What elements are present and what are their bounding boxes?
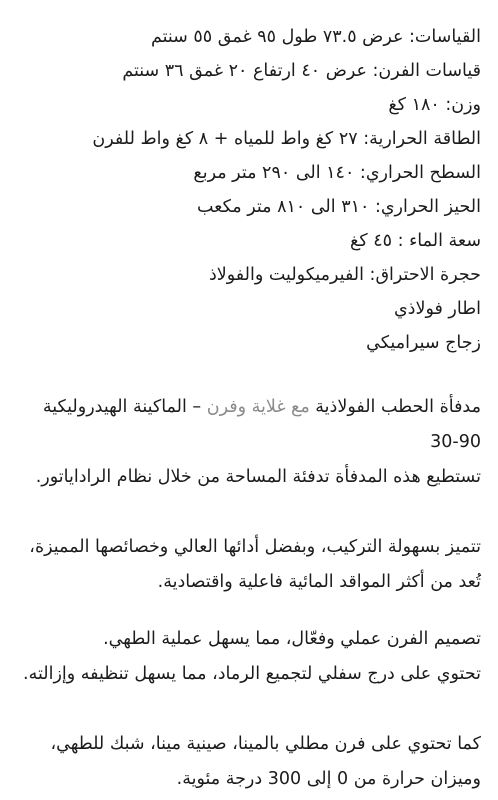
- spec-heating-surface: السطح الحراري: ١٤٠ الى ٢٩٠ متر مربع: [193, 163, 481, 183]
- product-title: [10, 390, 481, 460]
- spec-dimensions: القياسات: عرض ٧٣.٥ طول ٩٥ غمق ٥٥ سنتم: [150, 27, 481, 47]
- title-prefix: مدفأة الحطب الفولاذية: [309, 397, 481, 417]
- spec-heating-volume: الحيز الحراري: ٣١٠ الى ٨١٠ متر مكعب: [196, 197, 481, 217]
- spec-weight: وزن: ١٨٠ كغ: [388, 95, 481, 115]
- spec-glass: زجاج سيراميكي: [366, 333, 481, 353]
- paragraph-radiator: تستطيع هذه المدفأة تدفئة المساحة من خلال نظام الراداياتور.: [35, 467, 481, 487]
- title-muted: مع غلاية وفرن: [206, 397, 310, 417]
- paragraph-accessories: كما تحتوي على فرن مطلي بالمينا، صينية مينا، شبك للطهي، وميزان حرارة من 0 إلى 300 درجة مئوية.: [50, 734, 481, 789]
- title-suffix: – الماكينة الهيدروليكية 90-30: [42, 397, 481, 452]
- paragraph-ash-drawer: تحتوي على درج سفلي لتجميع الرماد، مما يسهل تنظيفه وإزالته.: [23, 664, 481, 684]
- spec-combustion-chamber: حجرة الاحتراق: الفيرميكوليت والفولاذ: [208, 265, 481, 285]
- spec-oven-dimensions: قياسات الفرن: عرض ٤٠ ارتفاع ٢٠ غمق ٣٦ سنتم: [122, 61, 481, 81]
- spec-water-capacity: سعة الماء : ٤٥ كغ: [350, 231, 481, 251]
- paragraph-features: تتميز بسهولة التركيب، وبفضل أدائها العالي وخصائصها المميزة، تُعد من أكثر المواقد المائية فاعلية واقتصادية.: [29, 537, 481, 592]
- paragraph-oven-design: تصميم الفرن عملي وفعّال، مما يسهل عملية الطهي.: [103, 629, 481, 649]
- spec-thermal-power: الطاقة الحرارية: ٢٧ كغ واط للمياه + ٨ كغ واط للفرن: [92, 129, 481, 149]
- spec-frame: اطار فولاذي: [393, 299, 481, 319]
